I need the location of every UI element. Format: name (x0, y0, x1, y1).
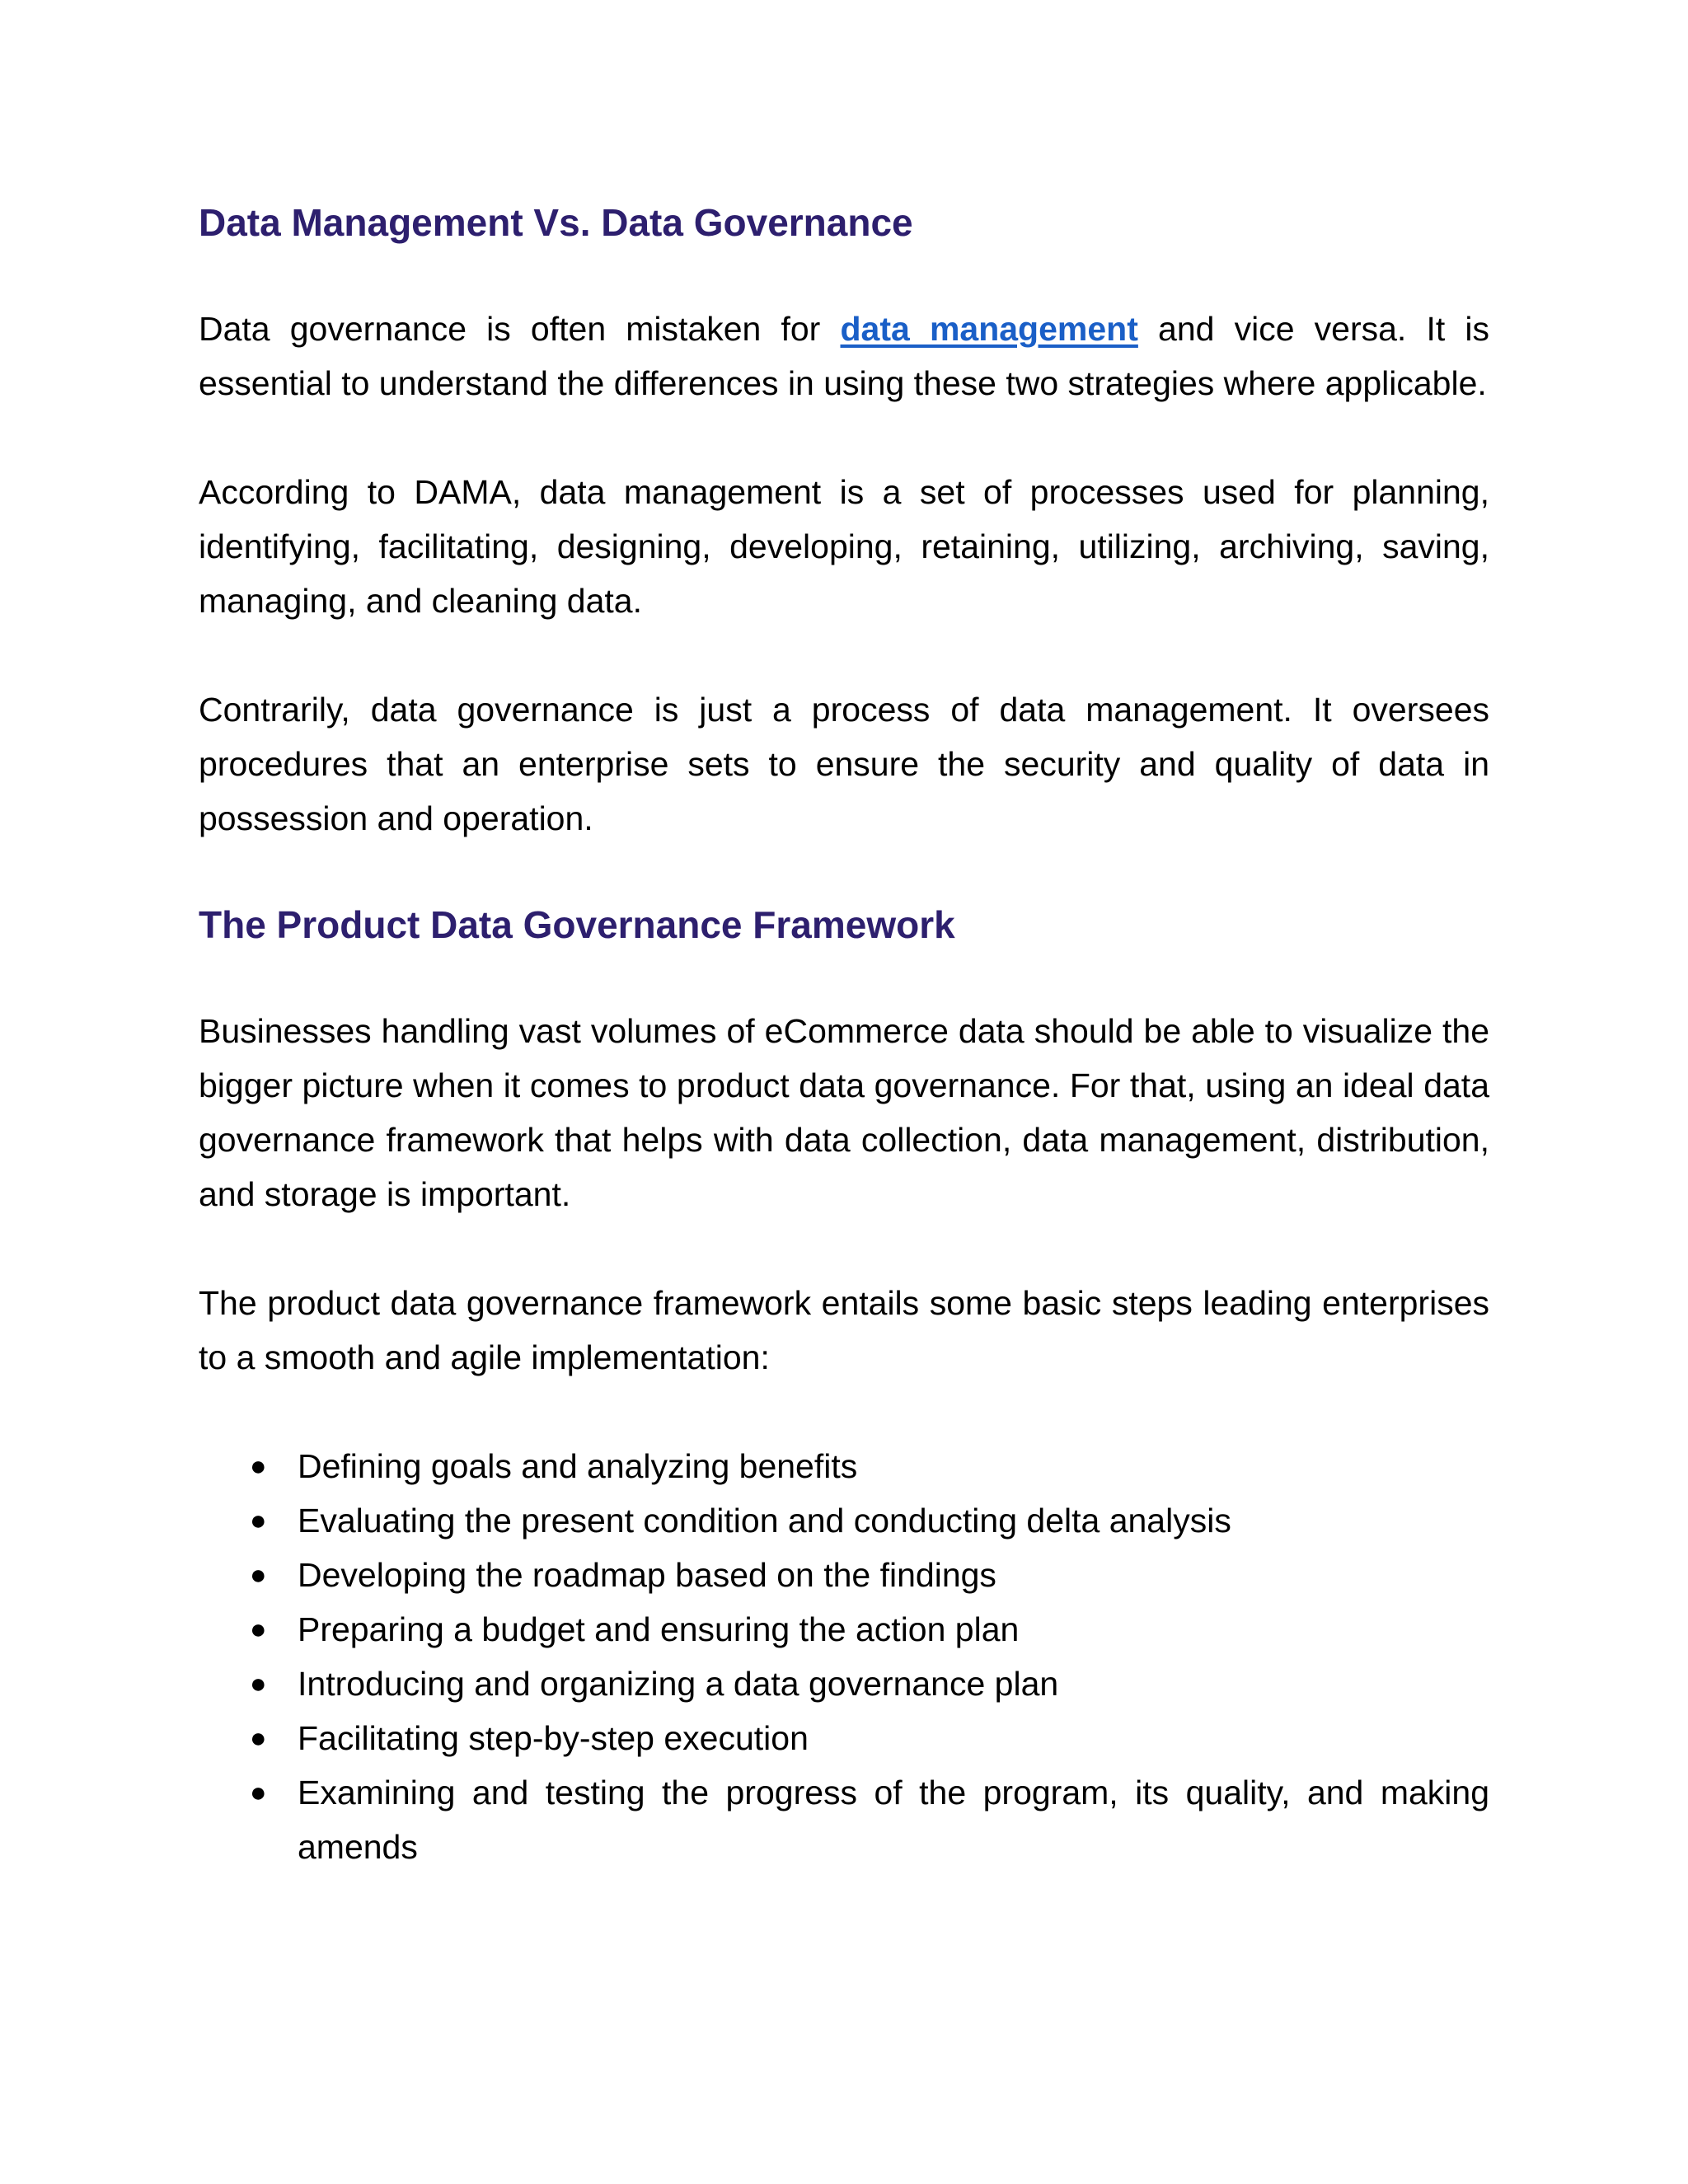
document-page (199, 198, 1489, 1874)
heading-product-data-governance-framework: The Product Data Governance Framework (199, 903, 955, 946)
paragraph-framework-steps-intro: The product data governance framework entails some basic steps leading enterprises to a smooth and agile implementation: (199, 1284, 1489, 1376)
list-item (199, 1439, 1489, 1493)
bullet-icon: ● (250, 1559, 267, 1591)
paragraph-businesses: Businesses handling vast volumes of eCommerce data should be able to visualize the bigger picture when it comes to product data governance. For that, using an ideal data governance framework that helps with data collection, data management, distribution, and storage is important. (199, 1012, 1489, 1213)
list-item-text: Preparing a budget and ensuring the action plan (298, 1610, 1020, 1648)
list-item-text: Defining goals and analyzing benefits (298, 1447, 858, 1485)
bullet-icon: ● (250, 1722, 267, 1754)
heading-data-management-vs-governance: Data Management Vs. Data Governance (199, 201, 913, 244)
list-item (199, 1765, 1489, 1874)
paragraph-intro-after: and vice versa. It is essential to understand the differences in using these two strategies where applicable. (199, 310, 1489, 402)
bullet-icon: ● (250, 1668, 267, 1699)
paragraph-dama-definition: According to DAMA, data management is a set of processes used for planning, identifying, facilitating, designing, developing, retaining, utilizing, archiving, saving, managing, and cleaning data. (199, 473, 1489, 620)
bullet-icon: ● (250, 1505, 267, 1536)
bullet-icon: ● (250, 1451, 267, 1482)
list-item (199, 1602, 1489, 1657)
list-item-text: Facilitating step-by-step execution (298, 1719, 809, 1757)
paragraph-intro (199, 302, 1489, 410)
data-management-link[interactable]: data management (840, 310, 1138, 348)
list-item (199, 1711, 1489, 1765)
list-item-text: Evaluating the present condition and conducting delta analysis (298, 1502, 1231, 1540)
list-item (199, 1548, 1489, 1602)
list-item (199, 1657, 1489, 1711)
paragraph-intro-before: Data governance is often mistaken for (199, 310, 841, 348)
bullet-icon: ● (250, 1614, 267, 1645)
list-item-text: Introducing and organizing a data governance plan (298, 1665, 1059, 1703)
bullet-icon: ● (250, 1777, 267, 1808)
list-item-text: Examining and testing the progress of the program, its quality, and making amends (298, 1774, 1489, 1866)
list-item (199, 1493, 1489, 1548)
framework-steps-list (199, 1439, 1489, 1874)
list-item-text: Developing the roadmap based on the findings (298, 1556, 996, 1594)
paragraph-contrarily: Contrarily, data governance is just a process of data management. It oversees procedures that an enterprise sets to ensure the security and quality of data in possession and operation. (199, 691, 1489, 837)
